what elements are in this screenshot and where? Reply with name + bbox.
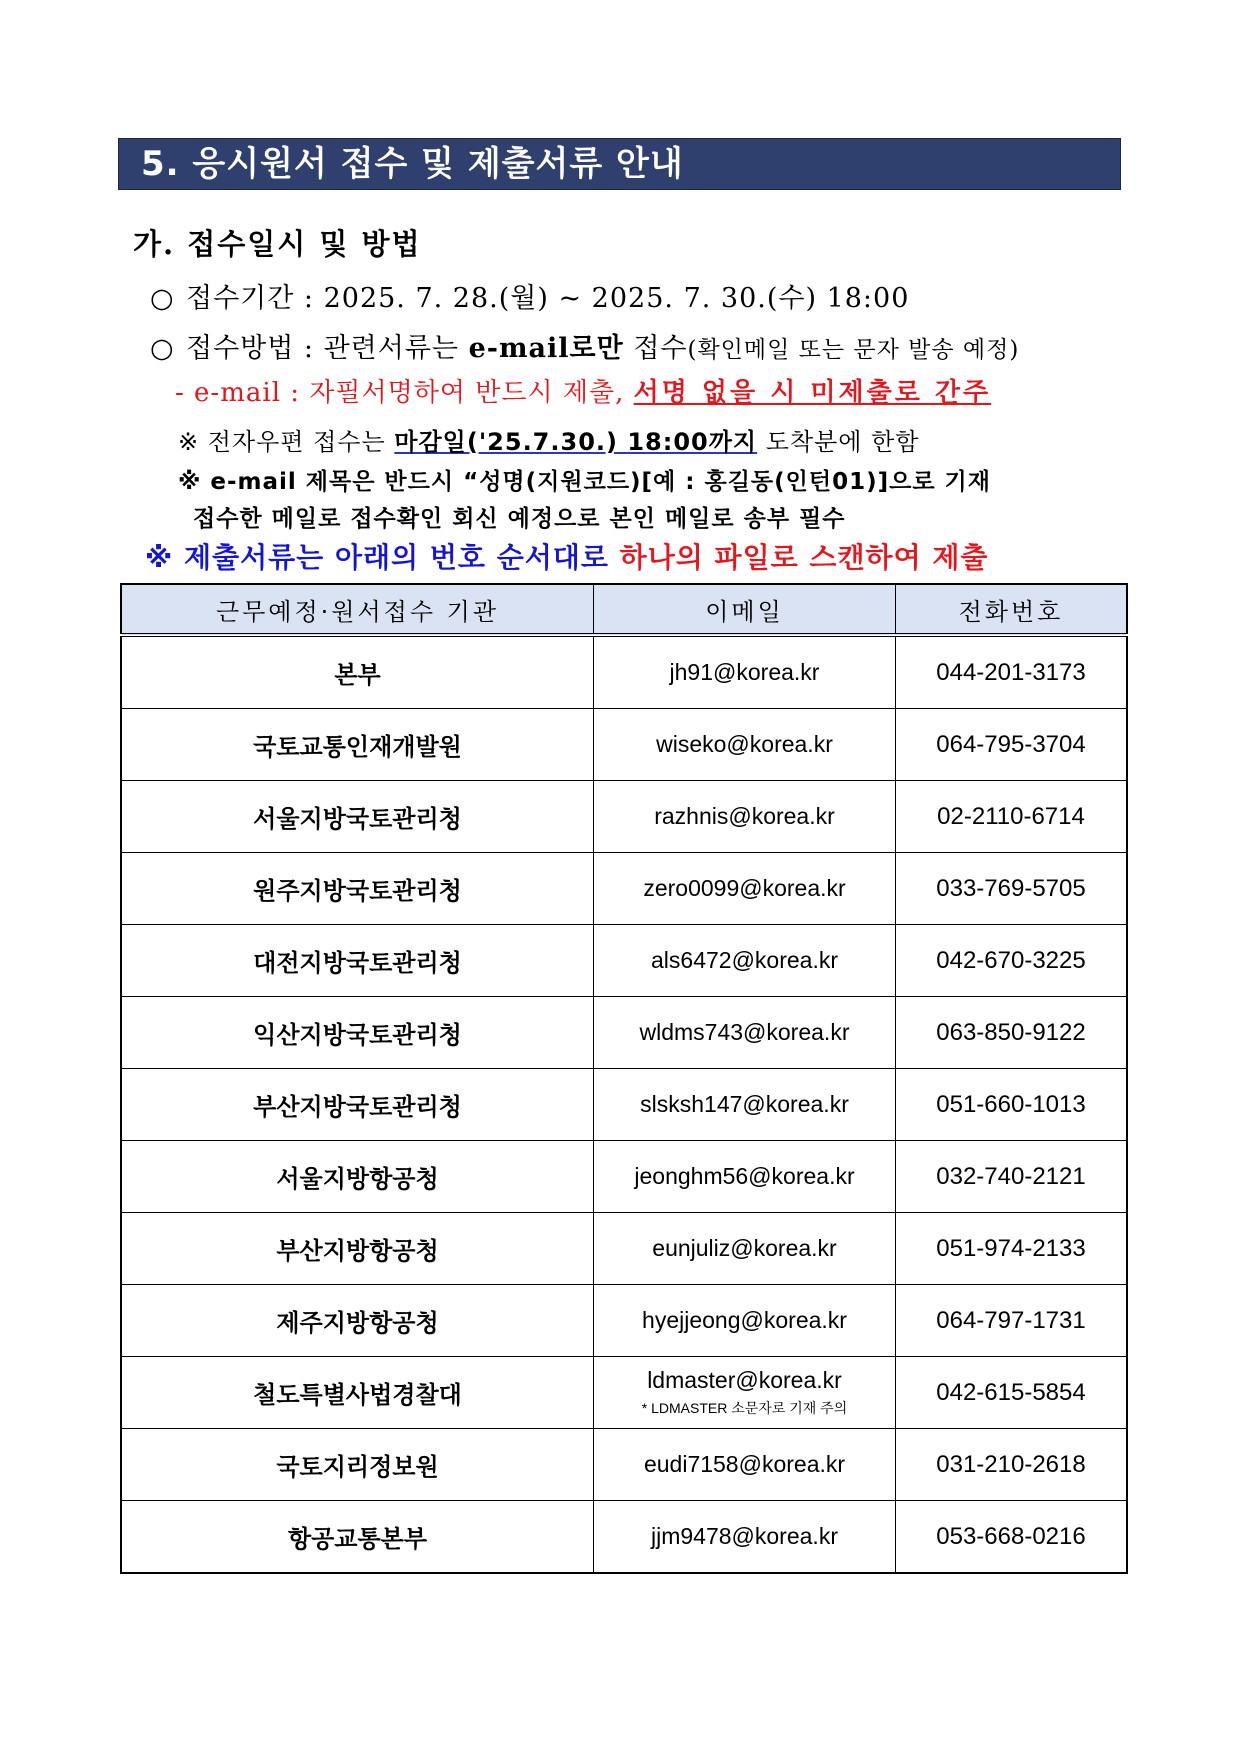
cell-organization: 본부 xyxy=(121,635,594,709)
postal-note-deadline: 마감일('25.7.30.) 18:00까지 xyxy=(394,428,758,456)
cell-phone: 051-660-1013 xyxy=(896,1069,1128,1141)
cell-email xyxy=(594,1357,896,1429)
cell-phone: 064-795-3704 xyxy=(896,709,1128,781)
postal-deadline-note xyxy=(178,422,919,457)
contact-table xyxy=(120,583,1128,1574)
table-header-row xyxy=(121,584,1127,635)
table-row xyxy=(121,709,1127,781)
cell-organization: 서울지방국토관리청 xyxy=(121,781,594,853)
cell-email: wldms743@korea.kr xyxy=(594,997,896,1069)
table-row xyxy=(121,1213,1127,1285)
table-row xyxy=(121,925,1127,997)
cell-organization: 대전지방국토관리청 xyxy=(121,925,594,997)
cell-email: slsksh147@korea.kr xyxy=(594,1069,896,1141)
email-note-prefix: - e-mail : 자필서명하여 반드시 제출, xyxy=(175,378,634,408)
cell-email: wiseko@korea.kr xyxy=(594,709,896,781)
table-row xyxy=(121,781,1127,853)
cell-email: zero0099@korea.kr xyxy=(594,853,896,925)
cell-phone: 053-668-0216 xyxy=(896,1501,1128,1574)
circle-bullet-icon: ○ xyxy=(150,333,175,364)
postal-note-prefix: ※ 전자우편 접수는 xyxy=(178,428,395,456)
cell-phone: 031-210-2618 xyxy=(896,1429,1128,1501)
cell-phone: 042-615-5854 xyxy=(896,1357,1128,1429)
cell-organization: 부산지방항공청 xyxy=(121,1213,594,1285)
notice-single-file-text: 하나의 파일로 스캔하여 제출 xyxy=(619,541,989,574)
cell-email-address: ldmaster@korea.kr xyxy=(647,1367,842,1393)
cell-email-note: * LDMASTER 소문자로 기재 주의 xyxy=(641,1400,848,1416)
cell-phone: 063-850-9122 xyxy=(896,997,1128,1069)
table-row xyxy=(121,1285,1127,1357)
cell-email: jeonghm56@korea.kr xyxy=(594,1141,896,1213)
cell-email: eudi7158@korea.kr xyxy=(594,1429,896,1501)
method-prefix: 접수방법 : 관련서류는 xyxy=(186,333,469,364)
table-row xyxy=(121,997,1127,1069)
cell-email: eunjuliz@korea.kr xyxy=(594,1213,896,1285)
cell-organization: 철도특별사법경찰대 xyxy=(121,1357,594,1429)
cell-phone: 02-2110-6714 xyxy=(896,781,1128,853)
cell-organization: 익산지방국토관리청 xyxy=(121,997,594,1069)
cell-organization: 항공교통본부 xyxy=(121,1501,594,1574)
cell-phone: 064-797-1731 xyxy=(896,1285,1128,1357)
cell-phone: 032-740-2121 xyxy=(896,1141,1128,1213)
cell-organization: 부산지방국토관리청 xyxy=(121,1069,594,1141)
cell-phone: 042-670-3225 xyxy=(896,925,1128,997)
table-row xyxy=(121,1357,1127,1429)
cell-organization: 국토지리정보원 xyxy=(121,1429,594,1501)
header-phone: 전화번호 xyxy=(896,584,1128,635)
email-reply-note: 접수한 메일로 접수확인 회신 예정으로 본인 메일로 송부 필수 xyxy=(193,506,846,532)
table-row xyxy=(121,1429,1127,1501)
email-signature-note xyxy=(175,372,991,409)
subsection-title: 가. 접수일시 및 방법 xyxy=(133,227,422,261)
method-detail: (확인메일 또는 문자 발송 예정) xyxy=(687,337,1020,363)
cell-phone: 033-769-5705 xyxy=(896,853,1128,925)
reception-period-text: 접수기간 : 2025. 7. 28.(월) ~ 2025. 7. 30.(수) 18:00 xyxy=(186,283,910,314)
cell-organization: 국토교통인재개발원 xyxy=(121,709,594,781)
method-emphasis: e-mail로만 xyxy=(468,333,624,364)
cell-organization: 제주지방항공청 xyxy=(121,1285,594,1357)
table-row xyxy=(121,1069,1127,1141)
email-note-warning: 서명 없을 시 미제출로 간주 xyxy=(633,378,992,408)
method-suffix: 접수 xyxy=(623,333,688,364)
cell-email: jh91@korea.kr xyxy=(594,635,896,709)
submission-notice xyxy=(145,536,988,576)
notice-order-text: ※ 제출서류는 아래의 번호 순서대로 xyxy=(145,541,620,574)
cell-email: jjm9478@korea.kr xyxy=(594,1501,896,1574)
postal-note-suffix: 도착분에 한함 xyxy=(757,428,920,456)
cell-email: razhnis@korea.kr xyxy=(594,781,896,853)
header-email: 이메일 xyxy=(594,584,896,635)
circle-bullet-icon: ○ xyxy=(150,283,175,314)
table-row xyxy=(121,1141,1127,1213)
email-subject-note: ※ e-mail 제목은 반드시 “성명(지원코드)[예 : 홍길동(인턴01)]으로 기재 xyxy=(178,469,991,495)
cell-phone: 044-201-3173 xyxy=(896,635,1128,709)
cell-email: als6472@korea.kr xyxy=(594,925,896,997)
cell-phone: 051-974-2133 xyxy=(896,1213,1128,1285)
reception-period xyxy=(150,276,909,315)
table-row xyxy=(121,1501,1127,1574)
table-row xyxy=(121,853,1127,925)
cell-email: hyejjeong@korea.kr xyxy=(594,1285,896,1357)
table-row xyxy=(121,635,1127,709)
cell-organization: 서울지방항공청 xyxy=(121,1141,594,1213)
reception-method xyxy=(150,326,1019,365)
cell-organization: 원주지방국토관리청 xyxy=(121,853,594,925)
header-organization: 근무예정·원서접수 기관 xyxy=(121,584,594,635)
section-title: 5. 응시원서 접수 및 제출서류 안내 xyxy=(118,138,1121,190)
